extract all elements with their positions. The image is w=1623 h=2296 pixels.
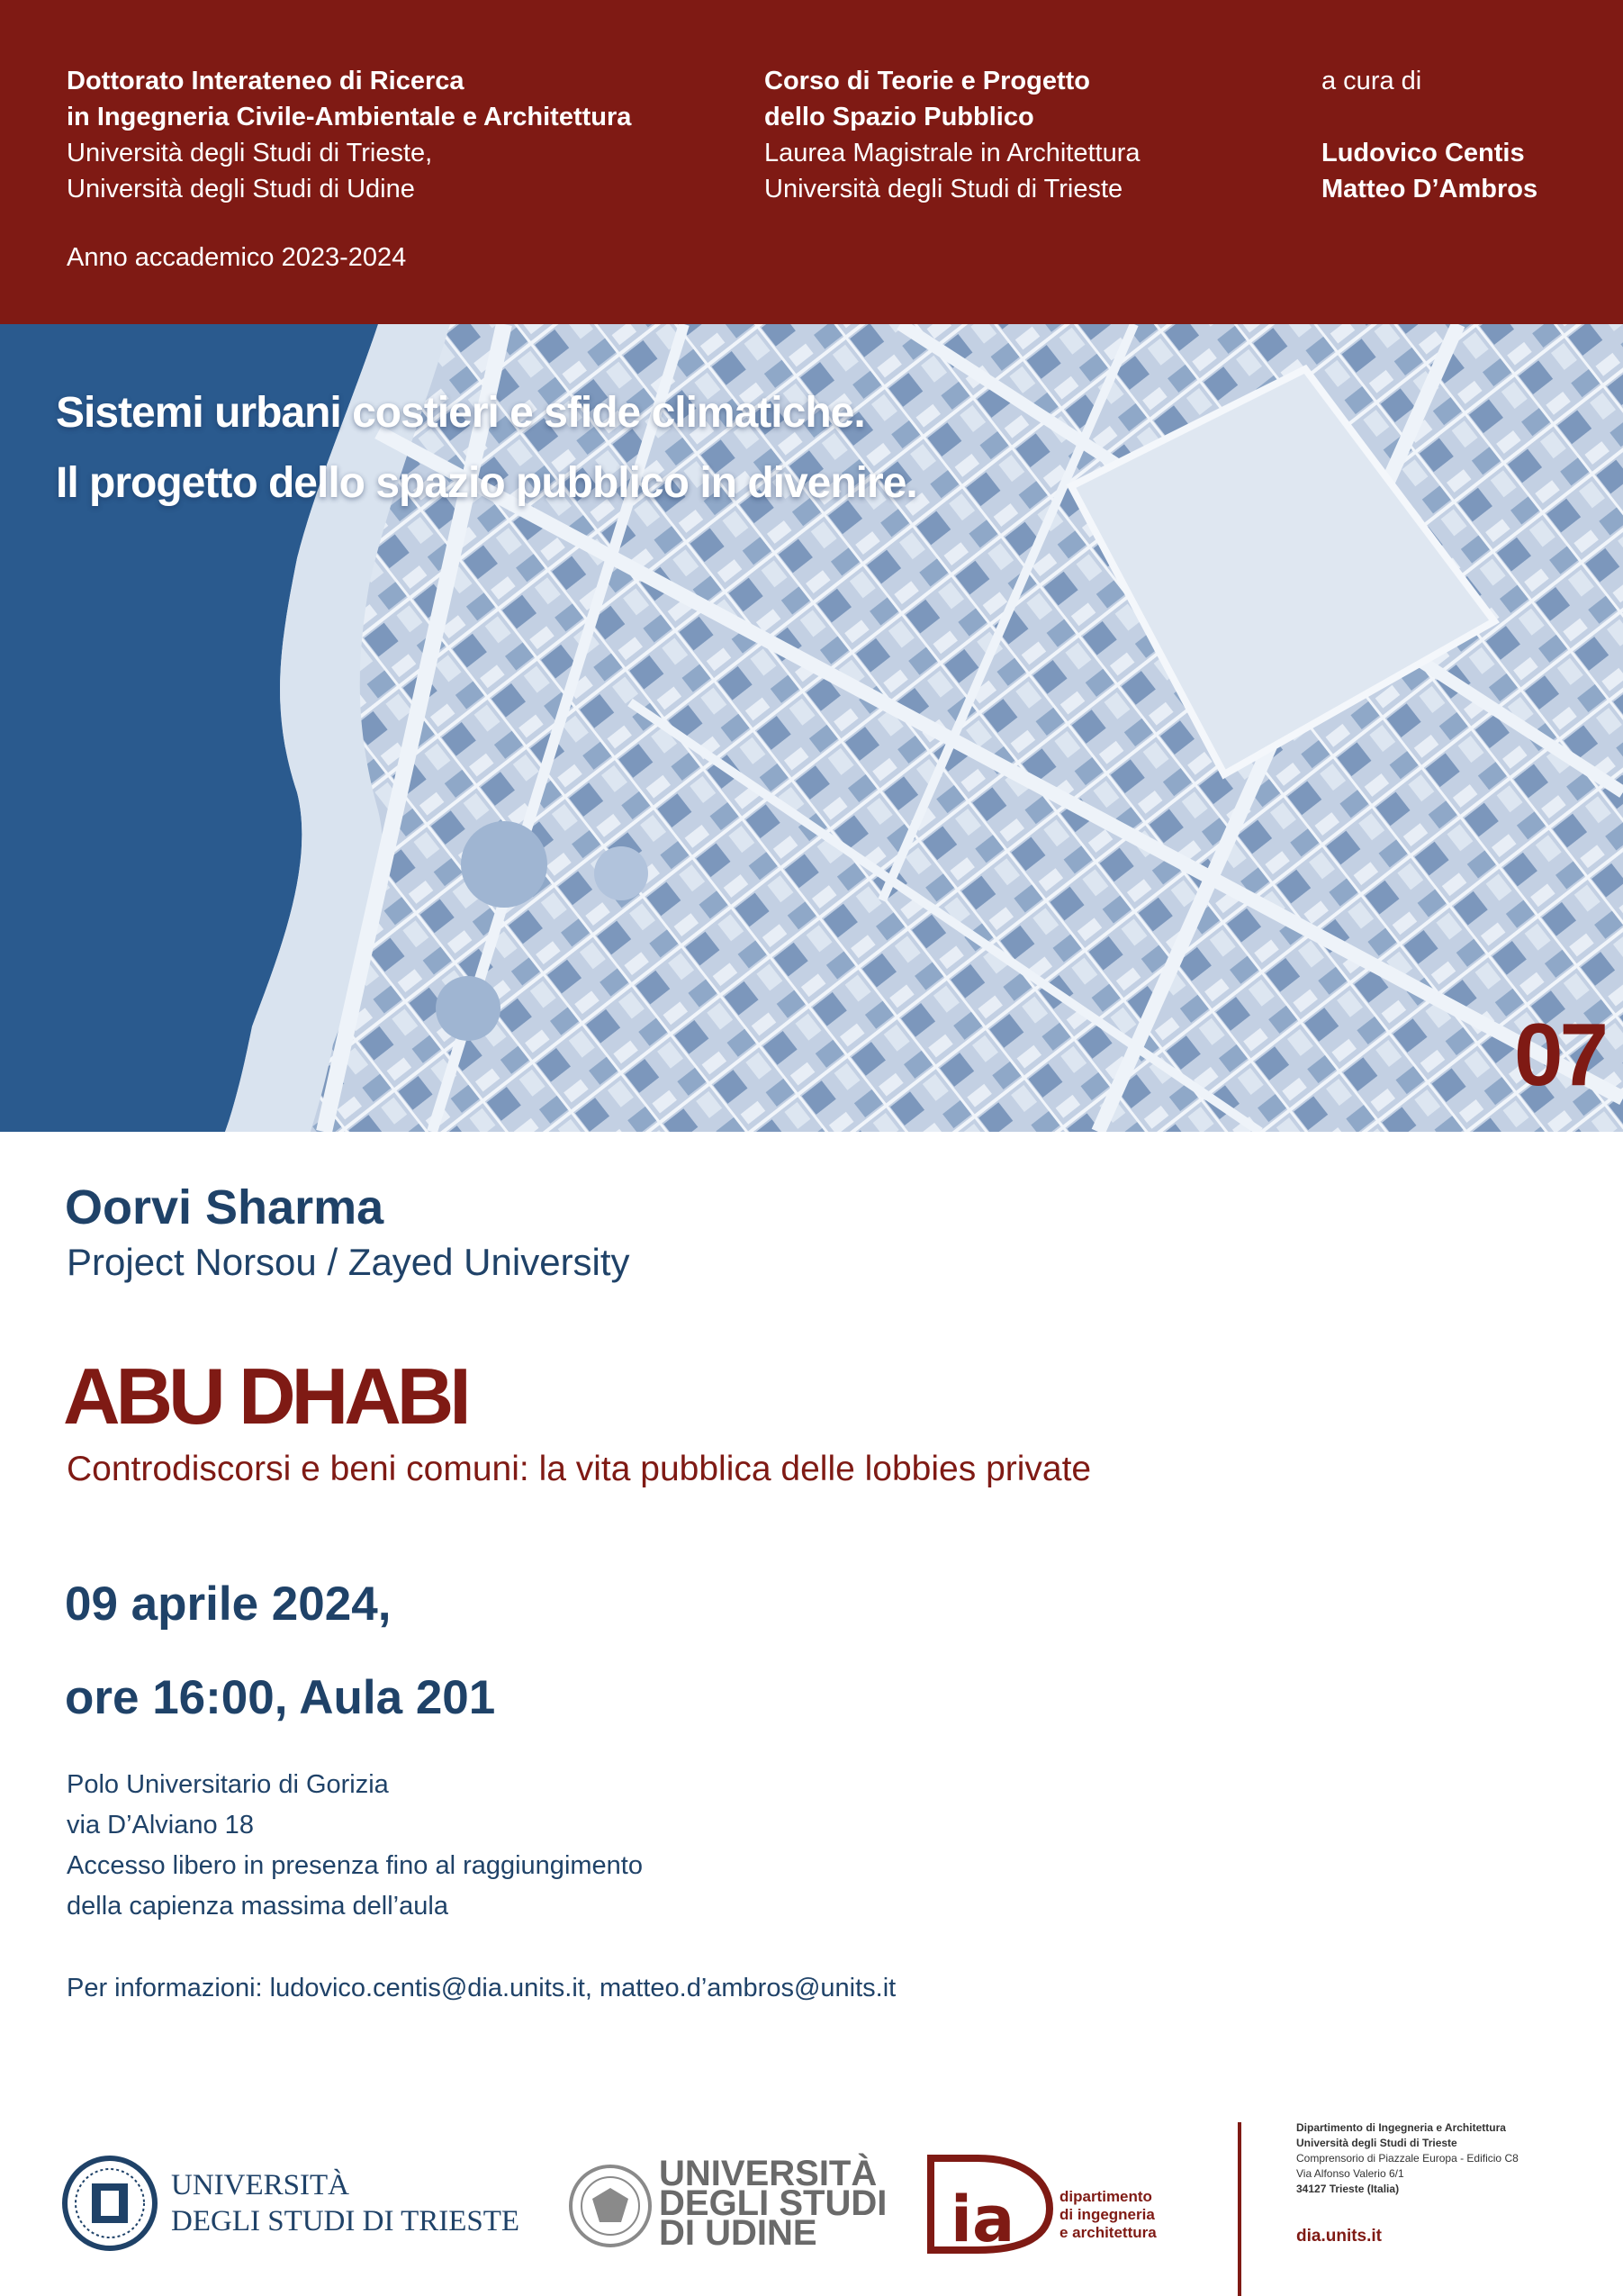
curator-name-2: Matteo D’Ambros xyxy=(1321,175,1538,203)
doctorate-line-4: Università degli Studi di Udine xyxy=(67,175,415,203)
udine-seal-icon xyxy=(567,2163,654,2249)
dia-logo-icon xyxy=(927,2155,1053,2254)
date-time xyxy=(65,1558,495,1745)
curator-name-1: Ludovico Centis xyxy=(1321,139,1525,167)
dia-line-3: e architettura xyxy=(1059,2224,1157,2241)
contact-info: Per informazioni: ludovico.centis@dia.units.it, matteo.d’ambros@units.it xyxy=(67,1974,897,2002)
lecture-number: 07 xyxy=(1513,1005,1605,1104)
venue-line-4: della capienza massima dell’aula xyxy=(67,1892,448,1921)
udine-line-2: DEGLI STUDI xyxy=(659,2183,888,2223)
course-line-4: Università degli Studi di Trieste xyxy=(764,175,1123,203)
venue-info xyxy=(67,1765,643,1927)
trieste-line-2: DEGLI STUDI DI TRIESTE xyxy=(171,2205,520,2237)
venue-line-3: Accesso libero in presenza fino al raggiungimento xyxy=(67,1851,643,1880)
venue-line-2: via D’Alviano 18 xyxy=(67,1811,254,1840)
course-line-2: dello Spazio Pubblico xyxy=(764,103,1034,131)
speaker-affiliation: Project Norsou / Zayed University xyxy=(67,1241,630,1283)
trieste-seal-icon xyxy=(61,2155,158,2252)
curators-spacer xyxy=(1321,99,1537,135)
course-line-1: Corso di Teorie e Progetto xyxy=(764,67,1091,95)
dept-line-1: Dipartimento di Ingegneria e Architettura xyxy=(1296,2121,1506,2134)
udine-university-name xyxy=(659,2154,888,2253)
dept-line-2: Università degli Studi di Trieste xyxy=(1296,2137,1457,2149)
department-address xyxy=(1296,2120,1519,2197)
dept-line-3: Comprensorio di Piazzale Europa - Edificio C8 xyxy=(1296,2152,1519,2165)
doctorate-line-2: in Ingegneria Civile-Ambientale e Architettura xyxy=(67,103,632,131)
dia-line-1: dipartimento xyxy=(1059,2188,1152,2205)
udine-line-3: DI UDINE xyxy=(659,2213,817,2253)
department-website-link[interactable]: dia.units.it xyxy=(1296,2227,1382,2246)
venue-line-1: Polo Universitario di Gorizia xyxy=(67,1770,389,1799)
footer-divider xyxy=(1238,2122,1241,2296)
udine-line-1: UNIVERSITÀ xyxy=(659,2154,878,2193)
trieste-university-name xyxy=(171,2167,519,2239)
doctorate-line-3: Università degli Studi di Trieste, xyxy=(67,139,433,167)
dia-department-name xyxy=(1059,2188,1157,2242)
dept-line-4: Via Alfonso Valerio 6/1 xyxy=(1296,2167,1404,2180)
doctorate-line-1: Dottorato Interateneo di Ricerca xyxy=(67,67,464,95)
series-title xyxy=(56,378,917,519)
dept-line-5: 34127 Trieste (Italia) xyxy=(1296,2183,1400,2195)
time-room-line: ore 16:00, Aula 201 xyxy=(65,1671,496,1724)
curated-by-label: a cura di xyxy=(1321,67,1422,95)
academic-year: Anno accademico 2023-2024 xyxy=(67,243,407,272)
header-curators xyxy=(1321,63,1537,207)
dia-mark-text: ia xyxy=(951,2183,1015,2254)
dia-line-2: di ingegneria xyxy=(1059,2206,1155,2223)
speaker-name: Oorvi Sharma xyxy=(65,1180,384,1234)
date-line: 09 aprile 2024, xyxy=(65,1577,392,1631)
header-band xyxy=(0,0,1623,324)
series-title-line-1: Sistemi urbani costieri e sfide climatiche. xyxy=(56,389,865,437)
lecture-title: ABU DHABI xyxy=(63,1351,467,1441)
header-course xyxy=(764,63,1141,207)
lecture-subtitle: Controdiscorsi e beni comuni: la vita pubblica delle lobbies private xyxy=(67,1450,1092,1488)
series-title-line-2: Il progetto dello spazio pubblico in divenire. xyxy=(56,459,917,507)
trieste-line-1: UNIVERSITÀ xyxy=(171,2169,349,2201)
course-line-3: Laurea Magistrale in Architettura xyxy=(764,139,1141,167)
header-doctorate xyxy=(67,63,631,207)
